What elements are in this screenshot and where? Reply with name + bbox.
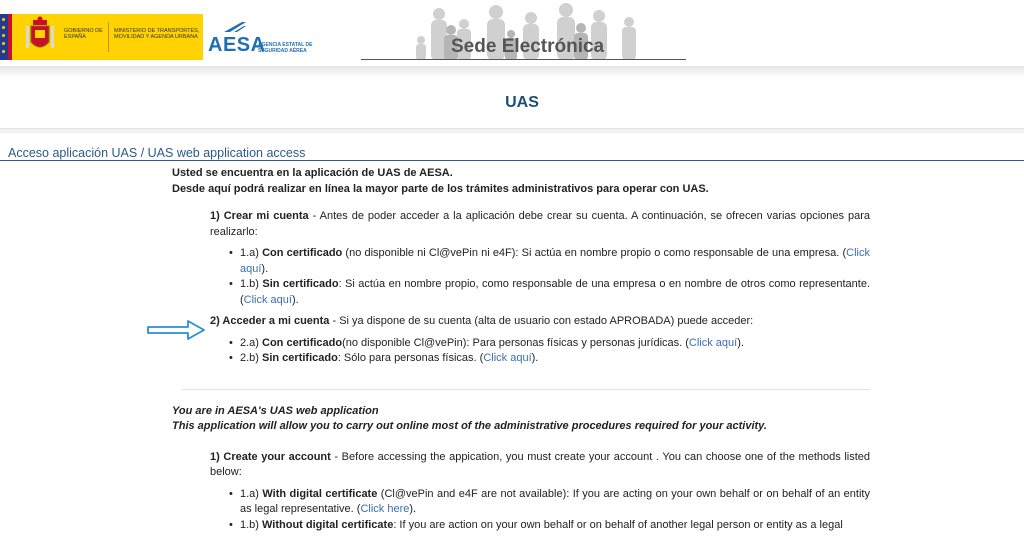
option-suffix: ). [531,352,539,364]
sede-title[interactable]: Sede Electrónica [451,36,605,57]
option-suffix: ). [409,503,417,515]
main-content [172,166,870,533]
option-text: : If you are action on your own behalf or on behalf of another legal person or entity as a legal [393,518,843,531]
option-title: Sin certificado [262,278,339,290]
en-step-1 [172,450,870,481]
gobierno-label: GOBIERNO DE ESPAÑA [64,28,103,40]
es-intro-1: Usted se encuentra en la aplicación de UAS de AESA. [172,167,453,179]
gobierno-logo[interactable] [0,14,203,60]
en-step-1-title: 1) Create your account [210,450,331,463]
option-suffix: ). [261,262,269,275]
es-step-2-title: 2) Acceder a mi cuenta [210,315,330,327]
option-text: (Cl@vePin and e4F are not available): If you are acting on your own behalf or on behalf of an entity as legal representative. ( [240,487,870,515]
es-option-2a-link[interactable]: Click aquí [688,336,738,349]
coat-of-arms-icon [24,16,56,58]
en-option-1a [240,487,870,518]
option-title: Sin certificado [262,352,338,364]
en-option-1a-link[interactable]: Click here [360,503,410,515]
ministerio-label: MINISTERIO DE TRANSPORTES, MOVILIDAD Y AGENDA URBANA [114,28,200,40]
es-option-1a [240,246,870,277]
aesa-logo[interactable] [208,22,328,58]
aesa-wordmark: AESA [208,34,266,56]
option-prefix: 1.b) [240,278,263,290]
option-text: : Sólo para personas físicas. ( [337,352,484,364]
en-intro-2: This application will allow you to carry out online most of the administrative procedures required for your activity. [172,420,767,432]
es-step-1-options [172,246,870,308]
option-prefix: 1.a) [240,247,263,259]
en-option-1b [240,518,870,534]
option-prefix: 2.a) [240,336,263,349]
es-step-2 [172,314,870,330]
es-step-1-text: - Antes de poder acceder a la aplicación debe crear su cuenta. A continuación, se ofrecen varias opciones para realizarlo: [210,210,871,238]
es-option-1b [240,277,870,308]
es-option-1a-link[interactable]: Click aquí [240,247,870,275]
option-title: Without digital certificate [262,518,394,531]
option-prefix: 2.b) [240,352,263,364]
header-shadow [0,66,1024,76]
es-step-2-options [172,336,870,367]
page-title: UAS [505,94,539,111]
aesa-subtitle: AGENCIA ESTATAL DE SEGURIDAD AÉREA [258,42,313,54]
title-divider [0,128,1024,133]
es-intro-2: Desde aquí podrá realizar en línea la mayor parte de los trámites administrativos para operar con UAS. [172,182,709,195]
es-step-1-title: 1) Crear mi cuenta [210,210,309,222]
spain-flag-stripe [8,14,12,60]
en-step-1-options [172,487,870,534]
language-divider [182,389,870,390]
option-suffix: ). [291,293,299,306]
es-option-2a [240,336,870,352]
aesa-wing-icon [222,20,248,34]
es-option-2b-link[interactable]: Click aquí [483,352,532,364]
site-header [0,0,1024,66]
es-step-2-text: - Si ya dispone de su cuenta (alta de usuario con estado APROBADA) puede acceder: [329,315,754,327]
option-prefix: 1.b) [240,518,263,531]
en-intro-1: You are in AESA's UAS web application [172,404,379,417]
eu-flag-icon [0,14,8,60]
es-step-1 [172,209,870,240]
sede-banner [361,0,686,60]
option-title: With digital certificate [262,487,378,500]
en-step-1-text: - Before accessing the appication, you must create your account . You can choose one of the methods listed below: [210,450,871,478]
option-suffix: ). [737,336,744,349]
es-option-1b-link[interactable]: Click aquí [243,293,292,306]
section-divider [0,160,1024,161]
option-text: : Si actúa en nombre propio, como responsable de una empresa o en nombre de otros como representante. ( [240,278,871,306]
option-text: (no disponible ni Cl@vePin ni e4F): Si actúa en nombre propio o como responsable de una empresa. ( [342,247,847,259]
option-text: (no disponible Cl@vePin): Para personas físicas y personas jurídicas. ( [342,336,689,349]
option-prefix: 1.a) [240,487,263,500]
logo-divider [108,22,109,52]
es-option-2b [240,351,870,367]
section-heading: Acceso aplicación UAS / UAS web application access [8,146,306,160]
option-title: Con certificado [262,247,343,259]
sede-underline [361,59,686,60]
option-title: Con certificado [262,336,343,349]
